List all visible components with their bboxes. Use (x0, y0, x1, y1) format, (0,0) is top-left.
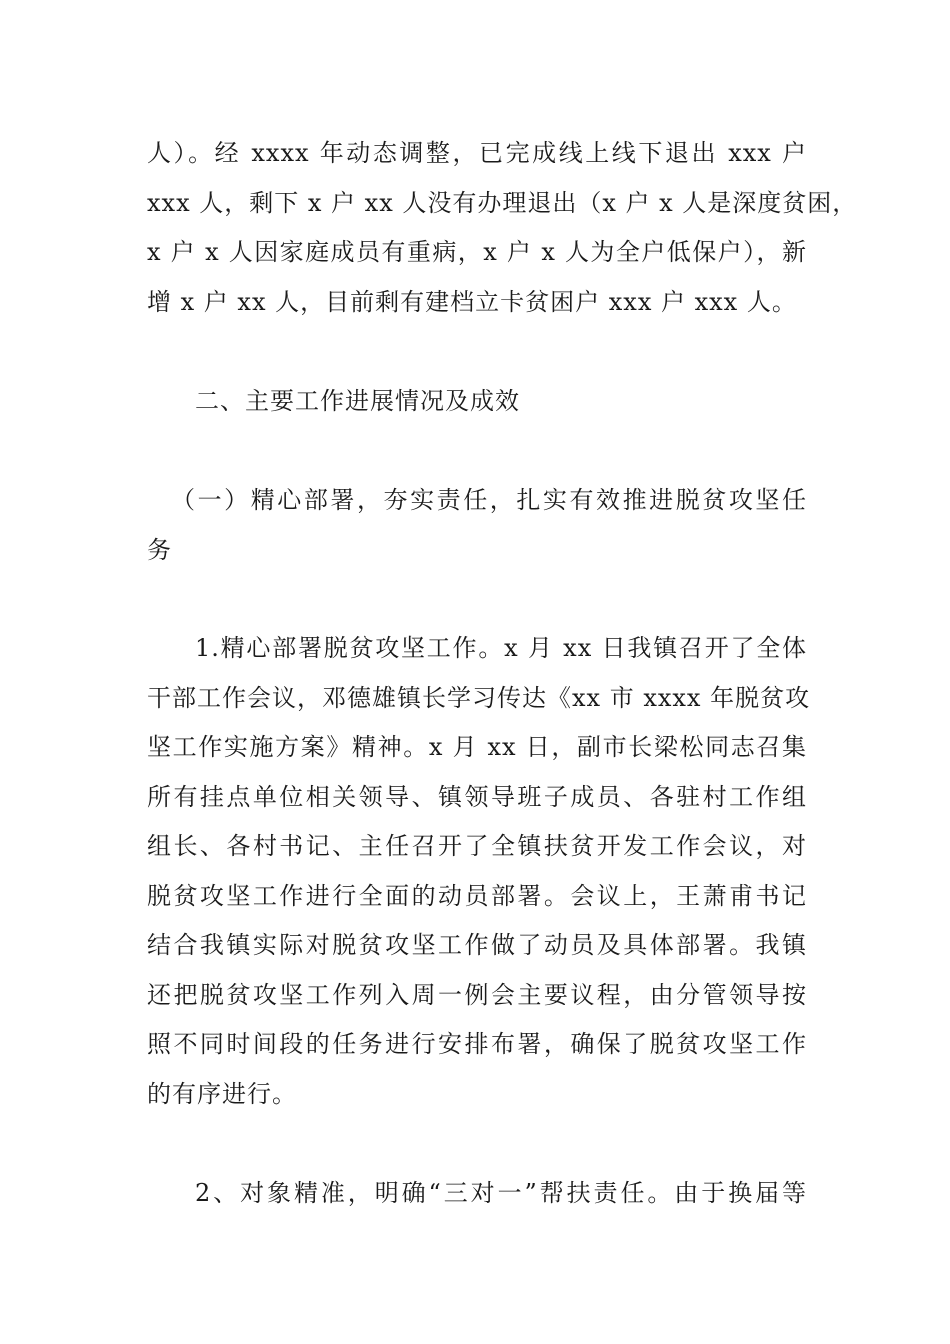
paragraph-1-line-9: 照不同时间段的任务进行安排布署，确保了脱贫攻坚工作 (147, 1030, 807, 1058)
paragraph-1-line-2: 干部工作会议，邓德雄镇长学习传达《xx 市 xxxx 年脱贫攻 (147, 684, 811, 712)
paragraph-1-line-8: 还把脱贫攻坚工作列入周一例会主要议程，由分管领导按 (147, 981, 807, 1009)
intro-line-4: 增 x 户 xx 人，目前剩有建档立卡贫困户 xxx 户 xxx 人。 (147, 288, 797, 316)
intro-line-3: x 户 x 人因家庭成员有重病，x 户 x 人为全户低保户），新 (147, 238, 807, 266)
paragraph-1-line-5: 组长、各村书记、主任召开了全镇扶贫开发工作会议，对 (147, 832, 807, 860)
paragraph-1-line-10: 的有序进行。 (147, 1080, 297, 1108)
paragraph-1-line-4: 所有挂点单位相关领导、镇领导班子成员、各驻村工作组 (147, 783, 807, 811)
section-heading: 二、主要工作进展情况及成效 (195, 387, 520, 415)
paragraph-2-line-1: 2、对象精准，明确“三对一”帮扶责任。由于换届等 (195, 1179, 807, 1207)
intro-line-2: xxx 人，剩下 x 户 xx 人没有办理退出（x 户 x 人是深度贫困， (147, 189, 858, 217)
intro-line-1: 人）。经 xxxx 年动态调整，已完成线上线下退出 xxx 户 (147, 139, 807, 167)
paragraph-1-line-7: 结合我镇实际对脱贫攻坚工作做了动员及具体部署。我镇 (147, 931, 807, 959)
subsection-heading-line-2: 务 (147, 536, 172, 564)
paragraph-1-line-6: 脱贫攻坚工作进行全面的动员部署。会议上，王萧甫书记 (147, 882, 807, 910)
subsection-heading-line-1: （一）精心部署，夯实责任，扎实有效推进脱贫攻坚任 (171, 486, 807, 514)
paragraph-1-line-3: 坚工作实施方案》精神。x 月 xx 日，副市长梁松同志召集 (147, 733, 807, 761)
paragraph-1-line-1: 1.精心部署脱贫攻坚工作。x 月 xx 日我镇召开了全体 (195, 634, 807, 662)
